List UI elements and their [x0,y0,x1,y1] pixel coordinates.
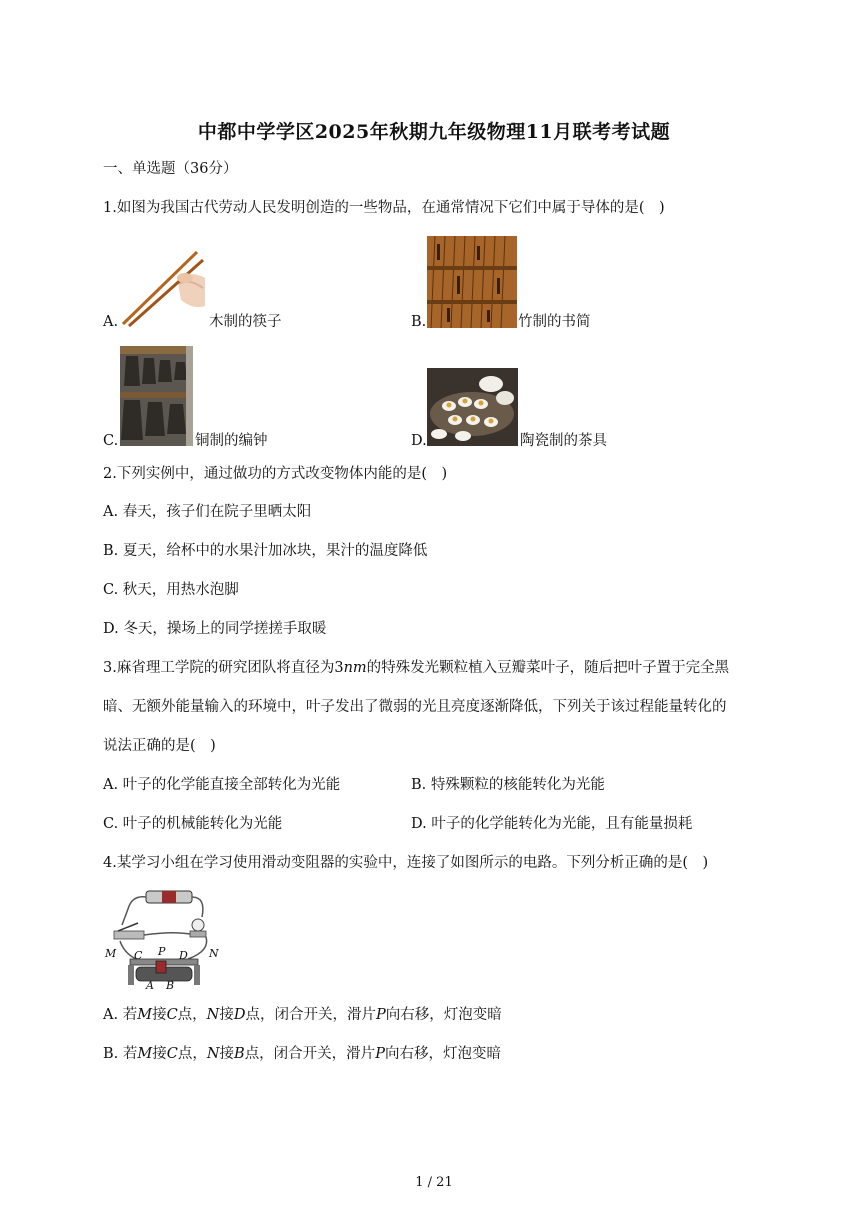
q4b-text-1: B. 若 [103,1046,138,1062]
q1-option-b-text: 竹制的书简 [518,314,591,330]
tea-set-photo [427,368,518,446]
question-3-stem-line-1 [103,658,729,678]
q2-option-b: B. 夏天，给杯中的水果汁加冰块，果汁的温度降低 [103,543,428,559]
chopsticks-photo [119,248,207,328]
q1-option-b-letter: B. [411,314,427,330]
q4a-text-2: 接 [152,1007,167,1023]
q4a-var-n: N [206,1007,220,1023]
q3-stem-pre: 3.麻省理工学院的研究团队将直径为3 [103,660,344,676]
bamboo-slips-photo [427,236,517,328]
q1-option-c-letter: C. [103,433,119,449]
q3-option-d: D. 叶子的化学能转化为光能，且有能量损耗 [411,816,693,832]
q1-option-a-letter: A. [103,314,119,330]
question-4-stem: 4.某学习小组在学习使用滑动变阻器的实验中，连接了如图所示的电路。下列分析正确的是( ) [103,855,709,871]
terminal-n-label: N [209,947,219,960]
q4-option-b [103,1044,501,1064]
q4-option-a [103,1005,502,1025]
q3-option-b: B. 特殊颗粒的核能转化为光能 [411,777,605,793]
terminal-m-label: M [105,947,117,960]
q4b-text-6: 向右移，灯泡变暗 [384,1046,501,1062]
terminal-b-label: B [166,979,175,992]
q1-option-a-text: 木制的筷子 [209,314,282,330]
q4b-var-m: M [137,1046,153,1062]
q1-option-d-text: 陶瓷制的茶具 [520,433,607,449]
page-title: 中都中学学区2025年秋期九年级物理11月联考考试题 [197,121,671,143]
page-number: 1 / 21 [415,1175,453,1190]
question-3-stem-line-3: 说法正确的是( ) [103,738,216,754]
q4a-text-5: 点，闭合开关，滑片 [245,1007,376,1023]
terminal-c-label: C [134,949,143,962]
question-3-stem-line-2: 暗、无额外能量输入的环境中，叶子发出了微弱的光且亮度逐渐降低，下列关于该过程能量转化的 [103,699,727,715]
q4a-var-c: C [166,1007,178,1023]
q4b-var-b: B [234,1046,245,1062]
q1-option-c-text: 铜制的编钟 [195,433,268,449]
q4a-text-1: A. 若 [103,1007,138,1023]
q4b-text-2: 接 [152,1046,167,1062]
q2-option-a: A. 春天，孩子们在院子里晒太阳 [103,504,312,520]
q4a-var-d: D [233,1007,246,1023]
q1-option-d-letter: D. [411,433,427,449]
question-1-stem: 1.如图为我国古代劳动人民发明创造的一些物品，在通常情况下它们中属于导体的是( ) [103,200,665,216]
q3-option-c: C. 叶子的机械能转化为光能 [103,816,283,832]
slider-p-label: P [158,945,166,958]
q3-unit: nm [343,660,367,676]
question-2-stem: 2.下列实例中，通过做功的方式改变物体内能的是( ) [103,466,448,482]
q4b-var-p: P [375,1046,385,1062]
q4b-var-n: N [206,1046,220,1062]
q4b-text-4: 接 [219,1046,235,1062]
q4a-var-m: M [137,1007,153,1023]
q4a-var-p: P [376,1007,386,1023]
q4b-var-c: C [166,1046,178,1062]
terminal-a-label: A [146,979,154,992]
terminal-d-label: D [179,949,188,962]
bronze-bells-photo [120,346,193,446]
q3-option-a: A. 叶子的化学能直接全部转化为光能 [103,777,341,793]
q3-stem-post: 的特殊发光颗粒植入豆瓣菜叶子，随后把叶子置于完全黑 [366,660,730,676]
q4a-text-3: 点， [177,1007,207,1023]
q4b-text-3: 点， [177,1046,207,1062]
circuit-diagram [102,885,224,995]
q2-option-d: D. 冬天，操场上的同学搓搓手取暖 [103,621,327,637]
q4a-text-4: 接 [219,1007,234,1023]
q4b-text-5: 点，闭合开关，滑片 [244,1046,376,1062]
q2-option-c: C. 秋天，用热水泡脚 [103,582,239,598]
section-heading: 一、单选题（36分） [103,161,238,177]
q4a-text-6: 向右移，灯泡变暗 [385,1007,502,1023]
